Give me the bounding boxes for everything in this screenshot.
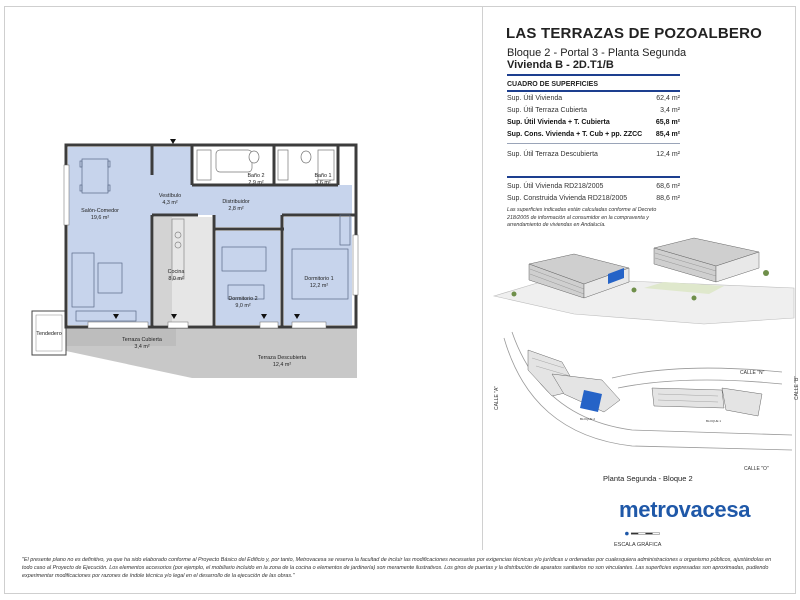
surface-row: Sup. Útil Vivienda RD218/2005 68,6 m² [507,183,680,190]
area-bano-1: 3,6 m² [315,180,331,186]
floor-plan [22,135,392,395]
surface-row: Sup. Cons. Vivienda + T. Cub + pp. ZZCC 85,4 m² [507,131,680,138]
label-salon: Salón-Comedor [81,208,119,214]
scale-bar-icon [614,530,674,540]
label-cocina: Cocina [167,269,185,275]
area-salon: 19,6 m² [90,215,110,221]
metrovacesa-logo: metrovacesa [619,497,751,522]
area-terraza-descubierta: 12,4 m² [272,362,292,368]
surface-row: Sup. Útil Terraza Descubierta 12,4 m² [507,151,680,158]
block-label: BLOQUE 1 [706,419,722,423]
room-salon [68,147,152,325]
block-label: BLOQUE 2 [580,417,596,421]
label-terraza-cubierta: Terraza Cubierta [122,337,162,343]
block-portal-floor: Bloque 2 - Portal 3 - Planta Segunda [507,47,687,59]
label-tendedero: Tendedero [36,331,62,337]
surfaces-heading: CUADRO DE SUPERFICIES [507,81,599,88]
site-plan [492,330,800,472]
area-terraza-cubierta: 3,4 m² [134,344,150,350]
surfaces-rule [507,143,680,144]
label-terraza-descubierta: Terraza Descubierta [257,355,307,361]
unit-id: Vivienda B - 2D.T1/B [507,59,614,71]
page-title: LAS TERRAZAS DE POZOALBERO [506,25,763,42]
street-label: CALLE "A" [494,385,500,410]
street-label: CALLE "O" [744,466,769,472]
surfaces-rule-rd [507,176,680,178]
label-dormitorio-2: Dormitorio 2 [228,296,258,302]
label-bano-1: Baño 1 [314,173,332,179]
header-rule [507,74,680,76]
street-label: CALLE "B" [794,375,800,400]
surfaces-rule-top [507,90,680,92]
area-bano-2: 2,9 m² [248,180,264,186]
surfaces-note: Las superficies indicadas están calculadas conforme al Decreto 218/2005 de información al consumidor en la compraventa y arrendamiento de viviendas en Andalucía. [507,207,657,228]
surface-row: Sup. Útil Terraza Cubierta 3,4 m² [507,107,680,114]
scale-label: ESCALA GRÁFICA [614,542,662,548]
highlighted-block [580,390,602,412]
area-dormitorio-1: 12,2 m² [309,283,329,289]
terrace-cubierta [66,326,176,346]
area-vestibulo: 4,3 m² [162,200,178,206]
area-cocina: 8,0 m² [168,276,184,282]
building-render [494,228,794,328]
label-dormitorio-1: Dormitorio 1 [304,276,334,282]
legal-disclaimer: "El presente plano no es definitivo, ya que ha sido elaborado conforme al Proyecto Básico del Edificio y, por tanto, Metrovacesa se reserva la facultad de incluir las modificaciones necesarias por exigencias técnicas y/o jurídicas u ordenadas por cualesquiera administraciones u organismo públicos, ajustándolas en todo caso al Proyecto de Ejecución. Los elementos accesorios (por ejemplo, el mobiliario incluido en la zona de la cocina o elementos de jardinería) son meramente ilustrativos. Los giros de puertas y la distribución de aparatos sanitarios no son vinculantes. Las superficies expresadas son aproximadas, pudiendo experimentar modificaciones por razones de índole técnica y/o legal en el desarrollo de la ejecución de las obras." [22,557,772,579]
site-plan-caption: Planta Segunda - Bloque 2 [603,474,693,483]
area-dormitorio-2: 9,0 m² [235,303,251,309]
room-dormitorio-2 [216,231,280,325]
surface-row: Sup. Útil Vivienda 62,4 m² [507,95,680,102]
area-distribuidor: 2,8 m² [228,206,244,212]
label-vestibulo: Vestíbulo [158,193,182,199]
label-distribuidor: Distribuidor [222,199,250,205]
surface-row: Sup. Útil Vivienda + T. Cubierta 65,8 m² [507,119,680,126]
room-dormitorio-1 [284,217,352,325]
vertical-divider [482,6,483,550]
surface-row: Sup. Construida Vivienda RD218/2005 88,6 m² [507,195,680,202]
street-label: CALLE "N" [740,370,765,376]
label-bano-2: Baño 2 [247,173,265,179]
